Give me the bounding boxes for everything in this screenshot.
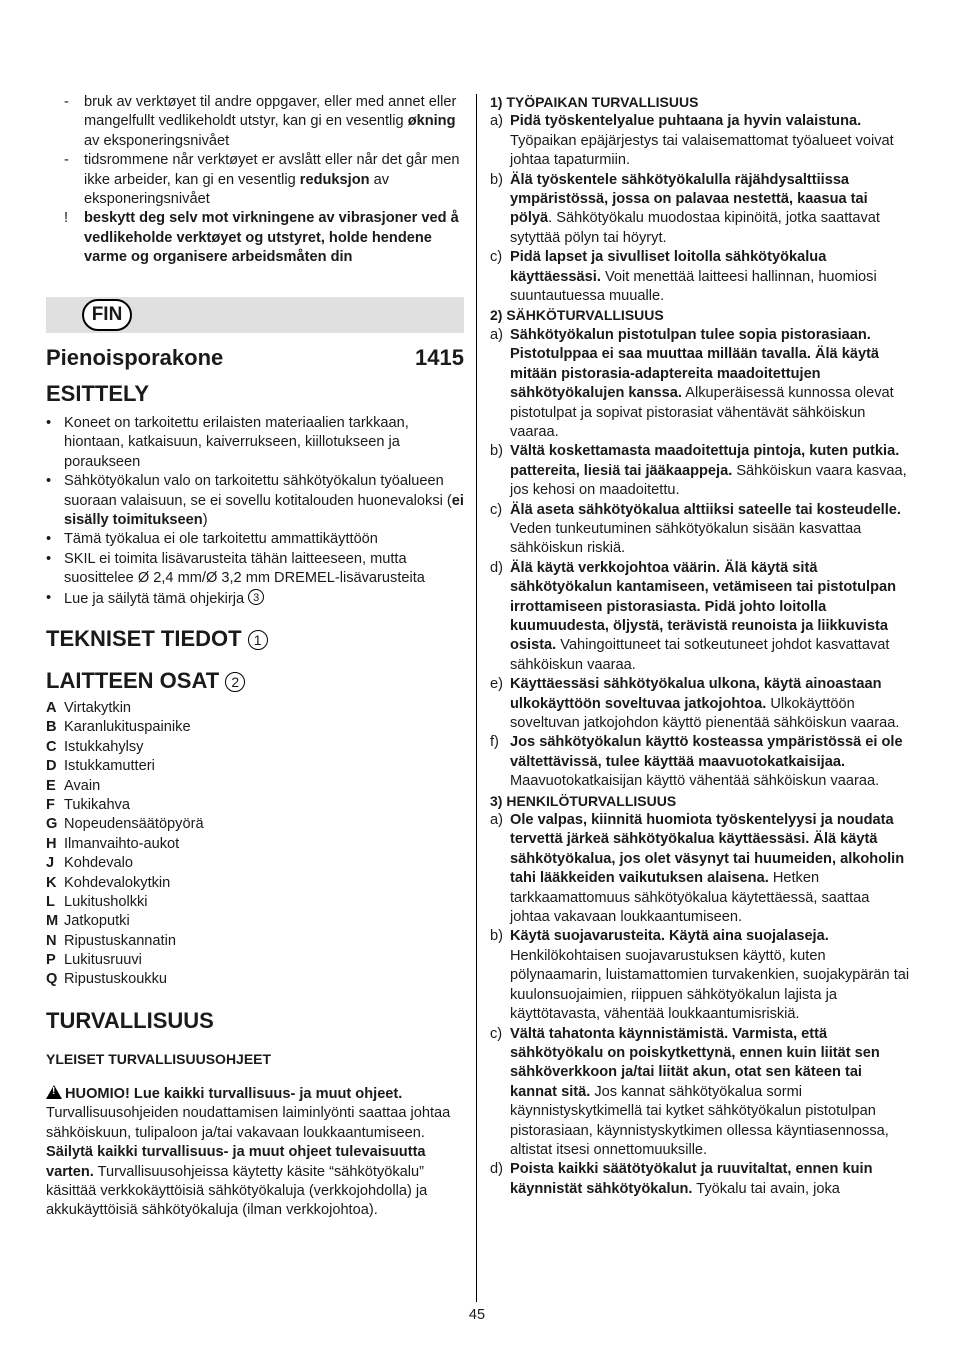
part-row <box>46 932 466 951</box>
rule-text: Vältä koskettamasta maadoitettuja pintoja, kuten putkia. pattereita, liesiä tai jääkaappeja. Sähköiskun vaara kasvaa, jos kehosi on maadoitettu. <box>510 443 907 499</box>
part-key: E <box>46 777 56 794</box>
part-row <box>46 951 466 970</box>
part-row <box>46 699 466 718</box>
part-key: H <box>46 835 57 852</box>
part-key: G <box>46 816 58 833</box>
column-divider <box>476 94 477 1302</box>
part-key: D <box>46 758 57 775</box>
rule-text: Käyttäessäsi sähkötyökalua ulkona, käytä ainoastaan ulkokäyttöön soveltuvaa jatkojohtoa. Ulkokäyttöön soveltuvan jatkojohdon käyttö pienentää sähköiskun vaaraa. <box>510 676 900 731</box>
bullet-text: Koneet on tarkoitettu erilaisten materiaalien tarkkaan, hiontaan, katkaisuun, kaiverrukseen, kiillotukseen ja poraukseen <box>64 415 409 470</box>
list-item <box>46 93 466 151</box>
part-name: Kohdevalo <box>64 855 133 872</box>
rule-text: Älä aseta sähkötyökalua alttiiksi sateelle tai kosteudelle. Veden tunkeutuminen sähkötyökalun sisään kasvattaa sähköiskun riskiä. <box>510 501 901 557</box>
list-text: beskytt deg selv mot virkningene av vibrasjoner ved å vedlikeholde verktøyet og utstyret, holde hendene varme og organisere arbeidsmåten din <box>84 210 459 266</box>
list-marker: - <box>64 94 69 110</box>
rule-item <box>490 1160 910 1199</box>
part-row <box>46 777 466 796</box>
page-number: 45 <box>468 1307 486 1323</box>
rule-item <box>490 1025 910 1161</box>
bullet-icon: • <box>46 531 52 548</box>
bullet-item <box>46 530 466 549</box>
bullet-item <box>46 550 466 589</box>
section-heading: 3) HENKILÖTURVALLISUUS <box>490 792 677 809</box>
safety-rules <box>490 93 910 1199</box>
list-marker: ! <box>64 210 69 227</box>
part-key: A <box>46 700 57 716</box>
list-item <box>46 209 466 267</box>
parts-heading: LAITTEEN OSAT 2 <box>46 668 245 694</box>
rule-item <box>490 442 910 500</box>
section-heading: 2) SÄHKÖTURVALLISUUS <box>490 307 664 324</box>
rule-item <box>490 733 910 791</box>
part-name: Ripustuskannatin <box>64 932 176 949</box>
part-row <box>46 893 466 912</box>
part-key: N <box>46 932 57 949</box>
part-name: Jatkoputki <box>64 913 130 930</box>
rule-item <box>490 171 910 249</box>
rule-marker: b) <box>490 171 503 188</box>
bullet-icon: • <box>46 415 52 431</box>
intro-list <box>46 414 466 609</box>
part-row <box>46 796 466 815</box>
general-safety-heading: YLEISET TURVALLISUUSOHJEET <box>46 1051 272 1067</box>
rule-item <box>490 112 910 170</box>
intro-heading: ESITTELY <box>46 381 150 406</box>
part-row <box>46 912 466 931</box>
part-name: Avain <box>64 777 101 794</box>
rule-marker: d) <box>490 1161 503 1178</box>
part-name: Ripustuskoukku <box>64 971 168 988</box>
part-name: Istukkamutteri <box>64 758 155 775</box>
part-key: F <box>46 796 55 813</box>
warning-triangle-icon <box>46 1085 62 1099</box>
part-name: Lukitusruuvi <box>64 952 142 969</box>
part-key: M <box>46 913 59 930</box>
list-text: bruk av verktøyet til andre oppgaver, eller med annet eller mangelfullt vedlikeholdt utstyr, kan gi en vesentlig økning av eksponeringsnivået <box>84 94 457 149</box>
product-number: 1415 <box>415 345 464 370</box>
rule-marker: b) <box>490 443 503 460</box>
part-row <box>46 718 466 737</box>
rule-marker: a) <box>490 812 503 829</box>
part-name: Karanlukituspainike <box>64 719 191 736</box>
rule-marker: c) <box>490 1025 503 1042</box>
part-name: Istukkahylsy <box>64 738 144 755</box>
language-bar <box>46 297 464 333</box>
bullet-text: SKIL ei toimita lisävarusteita tähän laitteeseen, mutta suosittelee Ø 2,4 mm/Ø 3,2 mm DREMEL-lisävarusteita <box>64 550 425 587</box>
rule-marker: c) <box>490 501 503 518</box>
tech-heading: TEKNISET TIEDOT 1 <box>46 626 268 652</box>
list-marker: - <box>64 152 69 169</box>
part-key: K <box>46 874 57 891</box>
part-name: Kohdevalokytkin <box>64 874 171 891</box>
warning-paragraph <box>46 1085 466 1221</box>
part-row <box>46 835 466 854</box>
bullet-icon: • <box>46 473 52 490</box>
bullet-item <box>46 414 466 472</box>
part-name: Nopeudensäätöpyörä <box>64 816 204 833</box>
bullet-text: Lue ja säilytä tämä ohjekirja 3 <box>64 591 264 607</box>
rule-marker: b) <box>490 928 503 945</box>
part-key: P <box>46 952 56 969</box>
rule-item <box>490 559 910 675</box>
bullet-text: Tämä työkalua ei ole tarkoitettu ammattikäyttöön <box>64 531 378 548</box>
safety-heading: TURVALLISUUS <box>46 1008 214 1033</box>
rule-marker: a) <box>490 113 503 130</box>
part-key: L <box>46 893 55 910</box>
list-text: tidsrommene når verktøyet er avslått eller når det går men ikke arbeider, kan gi en vesentlig reduksjon av eksponeringsnivået <box>84 152 460 208</box>
part-name: Virtakytkin <box>64 700 132 716</box>
part-key: J <box>46 855 55 872</box>
parts-list <box>46 699 466 990</box>
product-title: Pienoisporakone <box>46 345 224 370</box>
part-key: C <box>46 738 57 755</box>
part-row <box>46 854 466 873</box>
part-name: Lukitusholkki <box>64 893 148 910</box>
part-name: Ilmanvaihto-aukot <box>64 835 180 852</box>
rule-text: Ole valpas, kiinnitä huomiota työskentelyysi ja noudata tervettä järkeä sähkötyökalua käyttäessäsi. Älä käytä sähkötyökalua, jos olet väsynyt tai huumeiden, alkoholin tahi lääkkeiden vaikutuksen alaisena. Hetken tarkkaamattomuus sähkötyökalua käytettäessä, saattaa johtaa vakavaan loukkaantumiseen. <box>510 812 905 926</box>
rule-marker: a) <box>490 326 503 343</box>
part-key: Q <box>46 971 58 988</box>
rule-item <box>490 248 910 306</box>
part-name: Tukikahva <box>64 796 130 813</box>
section-heading: 1) TYÖPAIKAN TURVALLISUUS <box>490 94 699 110</box>
bullet-text: Sähkötyökalun valo on tarkoitettu sähkötyökalun työalueen suoraan valaisuun, se ei sovellu kotitalouden huonevaloksi (ei sisälly toimitukseen) <box>64 473 464 529</box>
language-badge: FIN <box>82 299 132 331</box>
norwegian-list <box>46 93 466 268</box>
rule-text: Pidä työskentelyalue puhtaana ja hyvin valaistuna. Työpaikan epäjärjestys tai valaisemattomat työalueet voivat johtaa tapaturmiin. <box>510 113 894 169</box>
rule-text: Pidä lapset ja sivulliset loitolla sähkötyökalua käyttäessäsi. Voit menettää laitteesi hallinnan, huomiosi suuntautuessa muualle. <box>510 249 877 305</box>
part-row <box>46 815 466 834</box>
list-item <box>46 151 466 209</box>
part-row <box>46 970 466 989</box>
bullet-item <box>46 589 466 609</box>
part-key: B <box>46 719 57 736</box>
part-row <box>46 874 466 893</box>
rule-item <box>490 326 910 442</box>
rule-text: Poista kaikki säätötyökalut ja ruuvitaltat, ennen kuin käynnistät sähkötyökalun. Työkalu tai avain, joka <box>510 1161 873 1197</box>
rule-text: Älä työskentele sähkötyökalulla räjähdysalttiissa ympäristössä, jossa on palavaa nestettä, kaasua tai pölyä. Sähkötyökalu muodostaa kipinöitä, jotka saattavat sytyttää pölyn tai höyryt. <box>510 171 880 246</box>
rule-marker: e) <box>490 676 503 693</box>
rule-text: Vältä tahatonta käynnistämistä. Varmista, että sähkötyökalu on poiskytkettynä, ennen kuin liität sen sähköverkkoon ja/tai liität akun, otat sen käteen tai kannat sitä. Jos kannat sähkötyökalua sormi käynnistyskytkimellä tai kytket sähkötyökalun pistotulpan pistorasiaan, käynnistyskytkimen ollessa käyntiasennossa, altistat itsesi onnettomuuksille. <box>510 1025 889 1158</box>
part-row <box>46 757 466 776</box>
rule-item <box>490 501 910 559</box>
rule-marker: f) <box>490 734 499 751</box>
bullet-item <box>46 472 466 530</box>
rule-text: Sähkötyökalun pistotulpan tulee sopia pistorasiaan. Pistotulppaa ei saa muuttaa millään tavalla. Älä käytä mitään pistorasia-adaptereita maadoitettujen sähkötyökalujen kanssa. Alkuperäisessä kunnossa olevat pistotulpat ja sopivat pistorasiat vähentävät sähköiskun vaaraa. <box>510 326 894 440</box>
warning-text: HUOMIO! Lue kaikki turvallisuus- ja muut ohjeet. Turvallisuusohjeiden noudattamisen laiminlyönti saattaa johtaa sähköiskuun, tulipaloon ja/tai vakavaan loukkaantumiseen. Säilytä kaikki turvallisuus- ja muut ohjeet tulevaisuutta varten. Turvallisuusohjeissa käytetty käsite “sähkötyökalu” käsittää verkkokäyttöisiä sähkötyökaluja (verkkojohdolla) ja akkukäyttöisiä sähkötyökaluja (ilman verkkojohtoa). <box>46 1086 451 1219</box>
rule-text: Älä käytä verkkojohtoa väärin. Älä käytä sitä sähkötyökalun kantamiseen, vetämiseen tai pistotulpan irrottamiseen pistorasiasta. Pidä johto loitolla kuumuudesta, öljystä, terävistä reunoista ja liikkuvista osista. Vahingoittuneet tai sotkeutuneet johdot kasvattavat sähköiskun vaaraa. <box>510 559 897 673</box>
rule-item <box>490 927 910 1024</box>
rule-text: Käytä suojavarusteita. Käytä aina suojalaseja. Henkilökohtaisen suojavarustuksen käyttö, kuten pölynaamarin, luistamattomien turvakenkien, suojakypärän tai kuulonsuojaimien, riippuen sähkötyökalun lajista ja käyttötavasta, vähentää loukkaantumisriskiä. <box>510 928 910 1023</box>
rule-item <box>490 675 910 733</box>
bullet-icon: • <box>46 550 52 567</box>
part-row <box>46 738 466 757</box>
bullet-icon: • <box>46 589 52 606</box>
rule-text: Jos sähkötyökalun käyttö kosteassa ympäristössä ei ole vältettävissä, tulee käyttää maavuotokatkaisijaa. Maavuotokatkaisijan käyttö vähentää sähköiskun vaaraa. <box>510 734 903 790</box>
rule-marker: c) <box>490 249 503 266</box>
rule-item <box>490 811 910 927</box>
rule-marker: d) <box>490 559 503 576</box>
